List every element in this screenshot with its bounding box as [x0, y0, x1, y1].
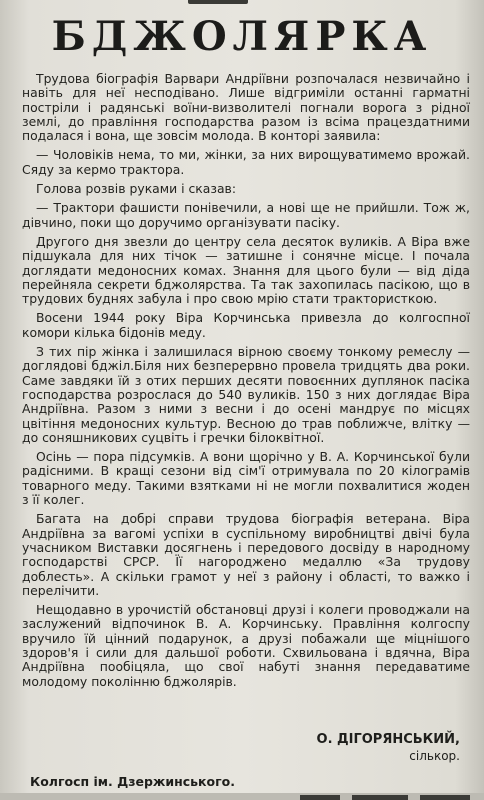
author-name: О. ДІГОРЯНСЬКИЙ,	[316, 732, 460, 747]
author-signature	[317, 732, 460, 764]
article-paragraph: Багата на добрі справи трудова біографія ветерана. Віра Андріївна за вагомі успіхи в суспільному виробництві двічі була учасником Виставки досягнень і передового досвіду в народному господарстві СРСР. Її нагороджено медаллю «За трудову доблесть». А скільки грамот у неї з району і області, то важко і перелічити.	[22, 511, 470, 598]
article-paragraph: Восени 1944 року Віра Корчинська привезла до колгоспної комори кілька бідонів меду.	[22, 310, 470, 340]
article-body	[22, 72, 470, 694]
article-paragraph: Другого дня звезли до центру села десяток вуликів. А Віра вже підшукала для них тічок — затишне і сонячне місце. І почала доглядати медоносних комах. Знання для цього були — від діда перейняла секрети бджолярства. Та так захопилась пасікою, що в трудових буднях забула і про свою мрію стати трактористкою.	[22, 233, 470, 307]
article-paragraph: Нещодавно в урочистій обстановці друзі і колеги проводжали на заслужений відпочинок В. А. Корчинську. Правління колгоспу вручило їй цінний подарунок, а друзі побажали ще міцнішого здоров'я і сили для дальшої роботи. Схвильована і вдячна, Віра Андріївна пообіцяла, що свої набуті знання передаватиме молодому поколінню бджолярів.	[22, 602, 470, 689]
next-article-fragment	[0, 793, 484, 800]
article-paragraph: — Чоловіків нема, то ми, жінки, за них вирощуватимемо врожай. Сяду за кермо трактора.	[22, 147, 470, 177]
article-paragraph: Голова розвів руками і сказав:	[36, 181, 237, 197]
article-paragraph: З тих пір жінка і залишилася вірною своєму тонкому ремеслу — доглядові бджіл.Біля них безперервно провела тридцять два роки. Саме завдяки їй з отих перших десяти повоєнних дуплянок пасіка господарства розрослася до 540 вуликів. 150 з них доглядає Віра Андріївна. Разом з ними з весни і до осені мандрує по місцях цвітіння медоносних культур. Весною до трав поближче, влітку — до соняшникових суцвіть і гречки білоквітної.	[22, 344, 470, 445]
article-paragraph: — Трактори фашисти понівечили, а нові ще не прийшли. Тож ж, дівчино, поки що доручимо організувати пасіку.	[22, 200, 470, 230]
article-footer: Колгосп ім. Дзержинського.	[30, 774, 235, 789]
article-title: БДЖОЛЯРКА	[51, 13, 433, 60]
article-paragraph: Трудова біографія Варвари Андріївни розпочалася незвичайно і навіть для неї несподівано. Лише відгриміли останні гарматні постріли і радянські воїни-визволителі погнали ворога з рідної землі, до правління господарства разом із всіма працездатними подалася і вона, ще зовсім молода. В конторі заявила:	[22, 71, 470, 144]
previous-article-fragment	[188, 0, 248, 4]
article-paragraph: Осінь — пора підсумків. А вони щорічно у В. А. Корчинської були радісними. В кращі сезони від сім'ї отримувала по 20 кілограмів товарного меду. Такими взятками ні не могли похвалитися жоден з її колег.	[22, 449, 470, 508]
author-role: сількор.	[409, 749, 460, 763]
